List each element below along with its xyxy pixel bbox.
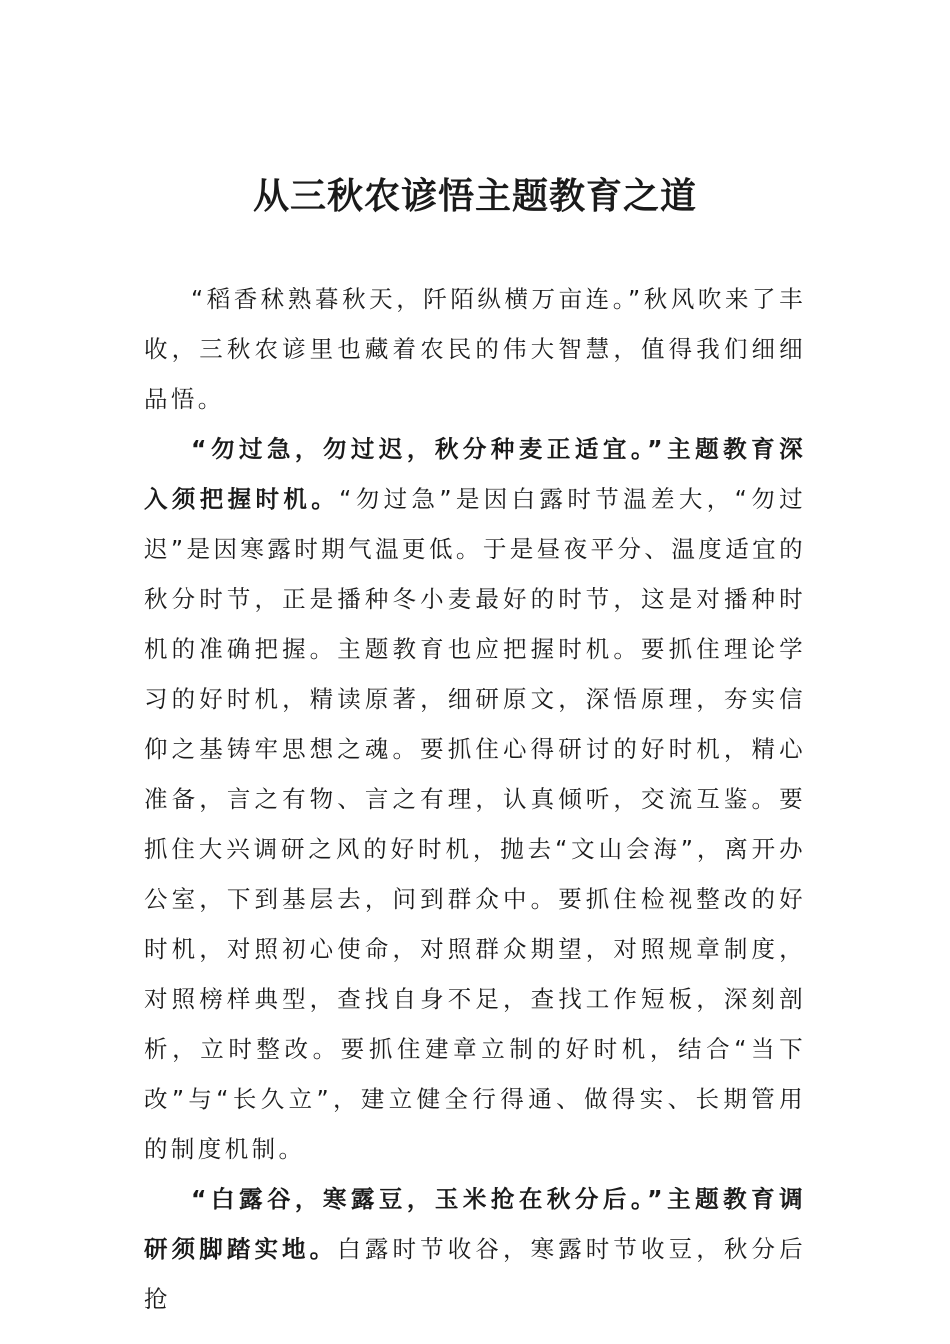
document-body <box>144 274 806 1324</box>
paragraph-lead: “白露谷，寒露豆，玉米抢在秋分后。”主题教育调研须脚踏实地。 <box>144 1185 806 1263</box>
paragraph-text: “稻香秫熟暮秋天，阡陌纵横万亩连。”秋风吹来了丰收，三秋农谚里也藏着农民的伟大智慧，值得我们细细品悟。 <box>144 285 806 413</box>
paragraph-text: 白露时节收谷，寒露时节收豆，秋分后抢 <box>144 1235 806 1313</box>
paragraph-timing <box>144 424 806 1174</box>
paragraph-lead: “勿过急，勿过迟，秋分种麦正适宜。”主题教育深入须把握时机。 <box>144 435 806 513</box>
paragraph-intro <box>144 274 806 424</box>
paragraph-research <box>144 1174 806 1324</box>
paragraph-text: “勿过急”是因白露时节温差大，“勿过迟”是因寒露时期气温更低。于是昼夜平分、温度适宜的秋分时节，正是播种冬小麦最好的时节，这是对播种时机的准确把握。主题教育也应把握时机。要抓住理论学习的好时机，精读原著，细研原文，深悟原理，夯实信仰之基铸牢思想之魂。要抓住心得研讨的好时机，精心准备，言之有物、言之有理，认真倾听，交流互鉴。要抓住大兴调研之风的好时机，抛去“文山会海”，离开办公室，下到基层去，问到群众中。要抓住检视整改的好时机，对照初心使命，对照群众期望，对照规章制度，对照榜样典型，查找自身不足，查找工作短板，深刻剖析，立时整改。要抓住建章立制的好时机，结合“当下改”与“长久立”，建立健全行得通、做得实、长期管用的制度机制。 <box>144 485 806 1163</box>
document-title: 从三秋农谚悟主题教育之道 <box>252 175 697 217</box>
